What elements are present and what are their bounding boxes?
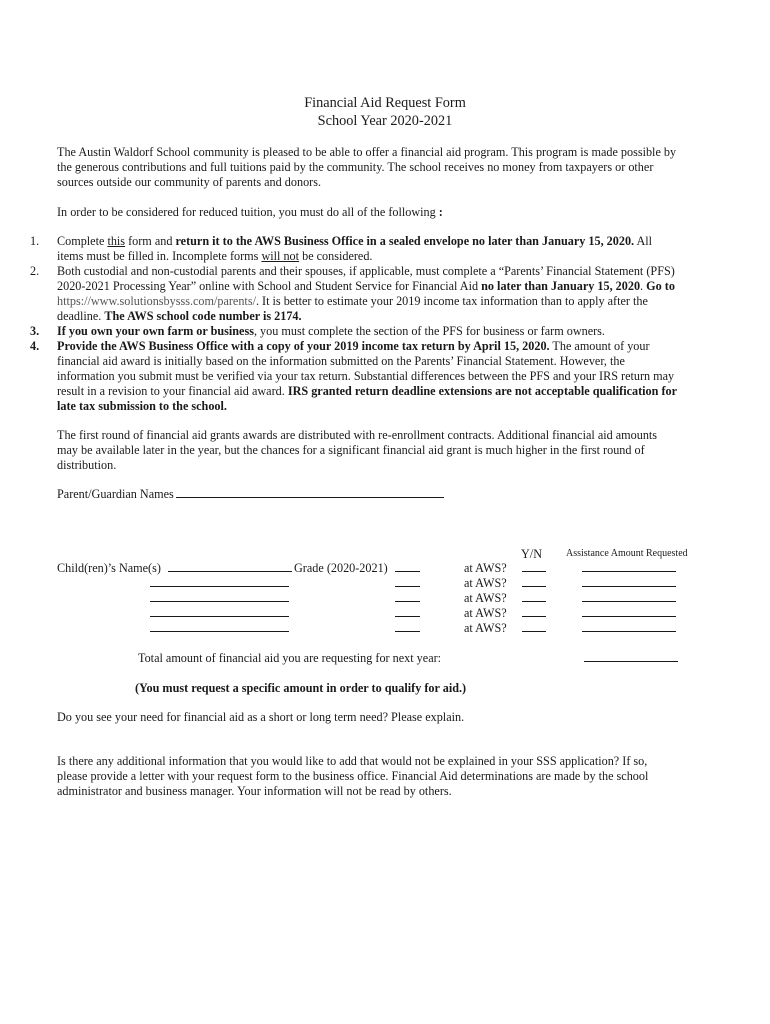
need-question: Do you see your need for financial aid as a short or long term need? Please explain. xyxy=(57,710,465,724)
item-4-line-5: late tax submission to the school. xyxy=(57,399,227,413)
item-4-number: 4. xyxy=(30,339,40,353)
item-2-line-2 xyxy=(57,279,675,294)
item-1-text-b: form and xyxy=(125,234,176,248)
requirements-colon: : xyxy=(438,205,443,219)
item-4-line-2: financial aid award is initially based on the information submitted on the Parents’ Financial Statement. However, the xyxy=(57,354,625,368)
parent-guardian-names-field[interactable] xyxy=(176,486,444,498)
additional-info-line-2: please provide a letter with your request form to the business office. Financial Aid determinations are made by the school xyxy=(57,769,649,783)
item-1-l2-end: be considered. xyxy=(299,249,373,263)
yn-header: Y/N xyxy=(521,547,542,561)
first-round-line-3: distribution. xyxy=(57,458,117,472)
child-name-field-1[interactable] xyxy=(168,560,292,572)
yn-field-5[interactable] xyxy=(522,620,546,632)
child-name-field-4[interactable] xyxy=(150,605,289,617)
item-3-bold: If you own your own farm or business xyxy=(57,324,254,338)
requirements-intro xyxy=(57,205,443,220)
at-aws-label-1: at AWS? xyxy=(464,561,507,575)
total-amount-field[interactable] xyxy=(584,650,678,662)
amount-field-4[interactable] xyxy=(582,605,676,617)
child-name-field-3[interactable] xyxy=(150,590,289,602)
item-4-irs-note: IRS granted return deadline extensions are not acceptable qualification for xyxy=(287,384,678,398)
item-2-line-3 xyxy=(57,294,648,309)
form-subtitle: School Year 2020-2021 xyxy=(317,113,453,129)
yn-field-2[interactable] xyxy=(522,575,546,587)
yn-field-1[interactable] xyxy=(522,560,546,572)
item-2-go-to: Go to xyxy=(646,279,675,293)
item-4-bold: Provide the AWS Business Office with a copy of your 2019 income tax return by April 15, 2020. xyxy=(57,339,550,353)
requirements-text: In order to be considered for reduced tuition, you must do all of the following xyxy=(57,205,439,219)
amount-field-1[interactable] xyxy=(582,560,676,572)
item-2-deadline: no later than January 15, 2020 xyxy=(481,279,641,293)
item-4-text: The amount of your xyxy=(549,339,650,353)
grade-field-3[interactable] xyxy=(395,590,420,602)
at-aws-label-5: at AWS? xyxy=(464,621,507,635)
specific-amount-note: (You must request a specific amount in order to qualify for aid.) xyxy=(135,681,467,695)
grade-field-2[interactable] xyxy=(395,575,420,587)
amount-field-3[interactable] xyxy=(582,590,676,602)
item-1-text: Complete xyxy=(57,234,108,248)
item-1-all: All xyxy=(634,234,653,248)
yn-field-3[interactable] xyxy=(522,590,546,602)
intro-line-3: sources outside our community of parents and donors. xyxy=(57,175,322,189)
first-round-line-1: The first round of financial aid grants awards are distributed with re-enrollment contracts. Additional financial aid amounts xyxy=(57,428,658,442)
item-1-line-2 xyxy=(57,249,372,264)
item-2-line-1: Both custodial and non-custodial parents and their spouses, if applicable, must complete a “Parents’ Financial Statement (PFS) xyxy=(57,264,675,278)
item-1-will-not: will not xyxy=(261,249,300,263)
item-1-bold: return it to the AWS Business Office in a sealed envelope no later than January 15, 2020. xyxy=(175,234,635,248)
assistance-amount-header: Assistance Amount Requested xyxy=(566,548,688,559)
item-1-this: this xyxy=(107,234,126,248)
item-2-l2-text: 2020-2021 Processing Year” online with School and Student Service for Financial Aid xyxy=(57,279,482,293)
item-1-l2-text: items must be filled in. Incomplete forms xyxy=(57,249,262,263)
grade-field-1[interactable] xyxy=(395,560,420,572)
item-4-line-4 xyxy=(57,384,677,399)
item-2-period: . xyxy=(640,279,647,293)
item-4-line-1 xyxy=(57,339,650,354)
item-3-line-1 xyxy=(57,324,605,339)
intro-line-2: the generous contributions and full tuitions paid by the community. The school receives no money from taxpayers or other xyxy=(57,160,654,174)
children-names-label: Child(ren)’s Name(s) xyxy=(57,561,161,575)
amount-field-2[interactable] xyxy=(582,575,676,587)
additional-info-line-3: administrator and business manager. Your information will not be read by others. xyxy=(57,784,452,798)
item-4-line-3: information you submit must be verified via your tax return. Substantial differences between the PFS and your IRS return may xyxy=(57,369,675,383)
item-2-number: 2. xyxy=(30,264,40,278)
at-aws-label-4: at AWS? xyxy=(464,606,507,620)
item-1-line-1 xyxy=(57,234,652,249)
item-2-deadline-text: deadline. xyxy=(57,309,105,323)
form-title: Financial Aid Request Form xyxy=(304,95,466,111)
item-2-l3-text: . It is better to estimate your 2019 income tax information than to apply after the xyxy=(255,294,648,308)
intro-line-1: The Austin Waldorf School community is pleased to be able to offer a financial aid program. This program is made possible by xyxy=(57,145,677,159)
item-2-line-4 xyxy=(57,309,302,324)
grade-field-5[interactable] xyxy=(395,620,420,632)
yn-field-4[interactable] xyxy=(522,605,546,617)
item-1-number: 1. xyxy=(30,234,40,248)
amount-field-5[interactable] xyxy=(582,620,676,632)
parent-guardian-label: Parent/Guardian Names xyxy=(57,487,174,501)
item-3-text: , you must complete the section of the PFS for business or farm owners. xyxy=(253,324,605,338)
sss-parents-link[interactable]: https://www.solutionsbysss.com/parents/ xyxy=(57,294,256,308)
item-3-number: 3. xyxy=(30,324,40,338)
at-aws-label-3: at AWS? xyxy=(464,591,507,605)
grade-label: Grade (2020-2021) xyxy=(294,561,388,575)
first-round-line-2: may be available later in the year, but the chances for a significant financial aid grant is much higher in the first round of xyxy=(57,443,645,457)
total-amount-label: Total amount of financial aid you are requesting for next year: xyxy=(138,651,442,665)
child-name-field-5[interactable] xyxy=(150,620,289,632)
item-2-school-code: The AWS school code number is 2174. xyxy=(104,309,302,323)
at-aws-label-2: at AWS? xyxy=(464,576,507,590)
additional-info-line-1: Is there any additional information that you would like to add that would not be explained in your SSS application? If so, xyxy=(57,754,648,768)
grade-field-4[interactable] xyxy=(395,605,420,617)
child-name-field-2[interactable] xyxy=(150,575,289,587)
item-4-l4-text: result in a revision to your financial aid award. xyxy=(57,384,288,398)
